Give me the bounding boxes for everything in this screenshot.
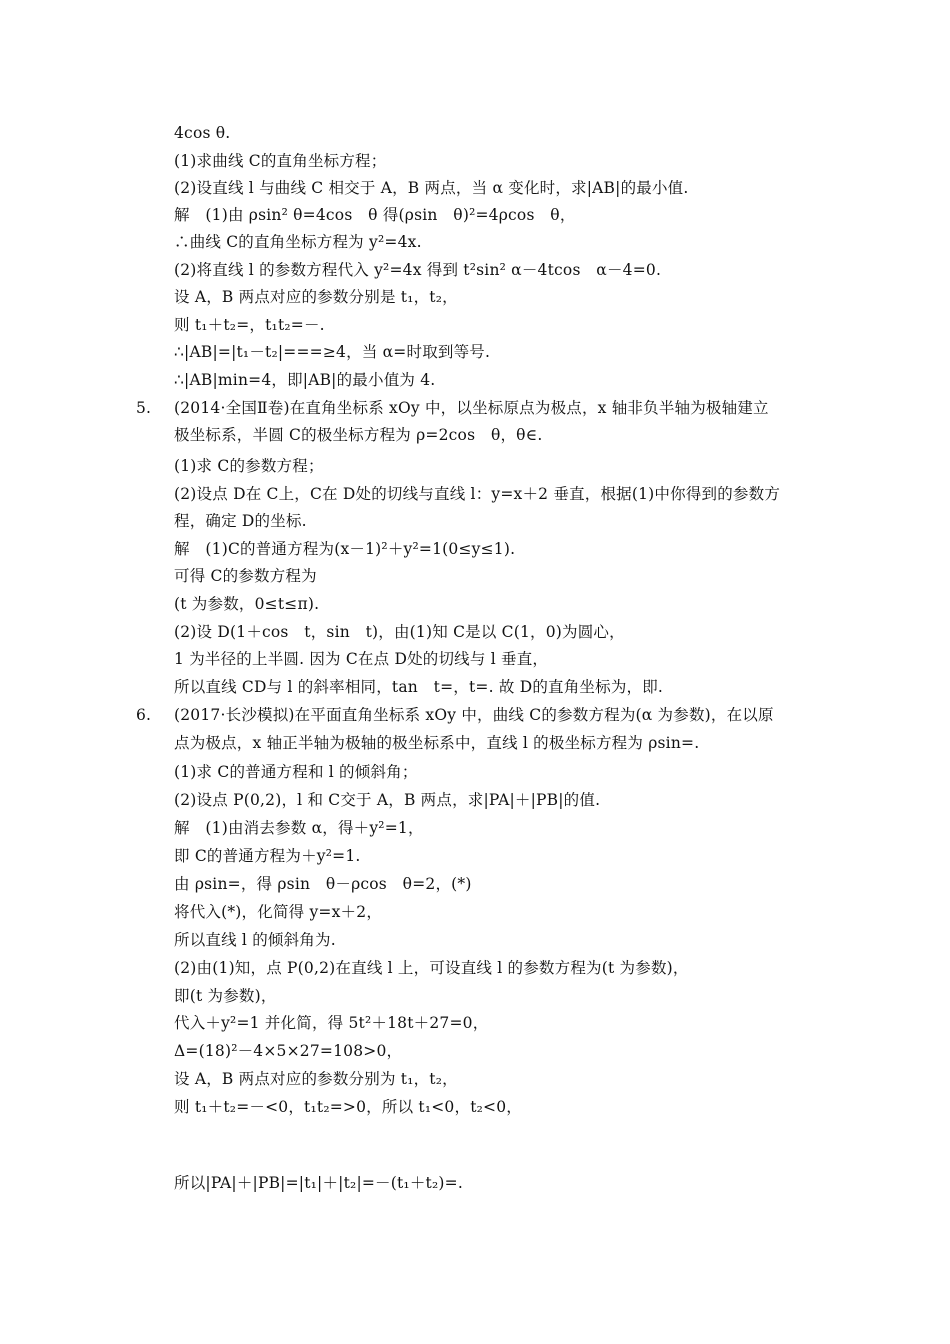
text-line: 点为极点，x 轴正半轴为极轴的极坐标系中，直线 l 的极坐标方程为 ρsin=. <box>174 734 700 752</box>
text-line: ∴|AB|min=4，即|AB|的最小值为 4. <box>174 371 436 389</box>
text-line: (1)求曲线 C的直角坐标方程； <box>174 152 387 170</box>
text-line: 将代入(*)，化简得 y=x＋2， <box>174 903 383 921</box>
text-line: Δ=(18)²－4×5×27=108>0， <box>174 1042 403 1060</box>
text-line: 程，确定 D的坐标. <box>174 512 307 530</box>
text-line: 解 (1)C的普通方程为(x－1)²＋y²=1(0≤y≤1). <box>174 540 516 558</box>
text-line: 即(t 为参数)， <box>174 987 277 1005</box>
text-line: 1 为半径的上半圆. 因为 C在点 D处的切线与 l 垂直， <box>174 650 549 668</box>
text-line: (1)求 C的参数方程； <box>174 457 324 475</box>
text-line: (2)由(1)知，点 P(0,2)在直线 l 上，可设直线 l 的参数方程为(t 为参数)， <box>174 959 689 977</box>
text-line: 则 t₁＋t₂=－<0，t₁t₂=>0，所以 t₁<0，t₂<0， <box>174 1098 522 1116</box>
text-line: 所以直线 l 的倾斜角为. <box>174 931 336 949</box>
text-line: 代入＋y²=1 并化简，得 5t²＋18t＋27=0， <box>174 1014 489 1032</box>
text-line: (2017·长沙模拟)在平面直角坐标系 xOy 中，曲线 C的参数方程为(α 为参数)，在以原 <box>174 706 774 724</box>
text-line: (1)求 C的普通方程和 l 的倾斜角； <box>174 763 418 781</box>
text-line: 设 A，B 两点对应的参数分别为 t₁，t₂， <box>174 1070 458 1088</box>
text-line: 由 ρsin=，得 ρsin θ－ρcos θ=2，(*) <box>174 875 472 893</box>
problem-number: 6. <box>136 706 152 724</box>
text-line: 极坐标系，半圆 C的极坐标方程为 ρ=2cos θ，θ∈. <box>174 426 543 444</box>
text-line: 所以直线 CD与 l 的斜率相同，tan t=，t=. 故 D的直角坐标为，即. <box>174 678 664 696</box>
text-line: 解 (1)由消去参数 α，得＋y²=1， <box>174 819 424 837</box>
text-line: ∴|AB|=|t₁－t₂|===≥4，当 α=时取到等号. <box>174 343 491 361</box>
text-line: (2)设点 P(0,2)，l 和 C交于 A，B 两点，求|PA|＋|PB|的值. <box>174 791 601 809</box>
text-line: 可得 C的参数方程为 <box>174 567 317 585</box>
text-line: (2)将直线 l 的参数方程代入 y²=4x 得到 t²sin² α－4tcos α－4=0. <box>174 261 662 279</box>
text-line: (2)设 D(1＋cos t，sin t)，由(1)知 C是以 C(1，0)为圆心， <box>174 623 625 641</box>
text-line: 则 t₁＋t₂=，t₁t₂=－. <box>174 316 325 334</box>
text-line: (2)设直线 l 与曲线 C 相交于 A，B 两点，当 α 变化时，求|AB|的最小值. <box>174 179 689 197</box>
text-line: 解 (1)由 ρsin² θ=4cos θ 得(ρsin θ)²=4ρcos θ， <box>174 206 576 224</box>
text-line: 所以|PA|＋|PB|=|t₁|＋|t₂|=－(t₁＋t₂)=. <box>174 1174 463 1192</box>
text-line: 即 C的普通方程为＋y²=1. <box>174 847 361 865</box>
text-line: ∴曲线 C的直角坐标方程为 y²=4x. <box>174 233 422 251</box>
text-line: 设 A，B 两点对应的参数分别是 t₁，t₂， <box>174 288 458 306</box>
text-line: (2014·全国Ⅱ卷)在直角坐标系 xOy 中，以坐标原点为极点，x 轴非负半轴为极轴建立 <box>174 399 769 417</box>
text-line: (2)设点 D在 C上，C在 D处的切线与直线 l：y=x＋2 垂直，根据(1)中你得到的参数方 <box>174 485 781 503</box>
text-line: (t 为参数，0≤t≤π). <box>174 595 320 613</box>
problem-number: 5. <box>136 399 152 417</box>
text-line: 4cos θ. <box>174 124 231 142</box>
